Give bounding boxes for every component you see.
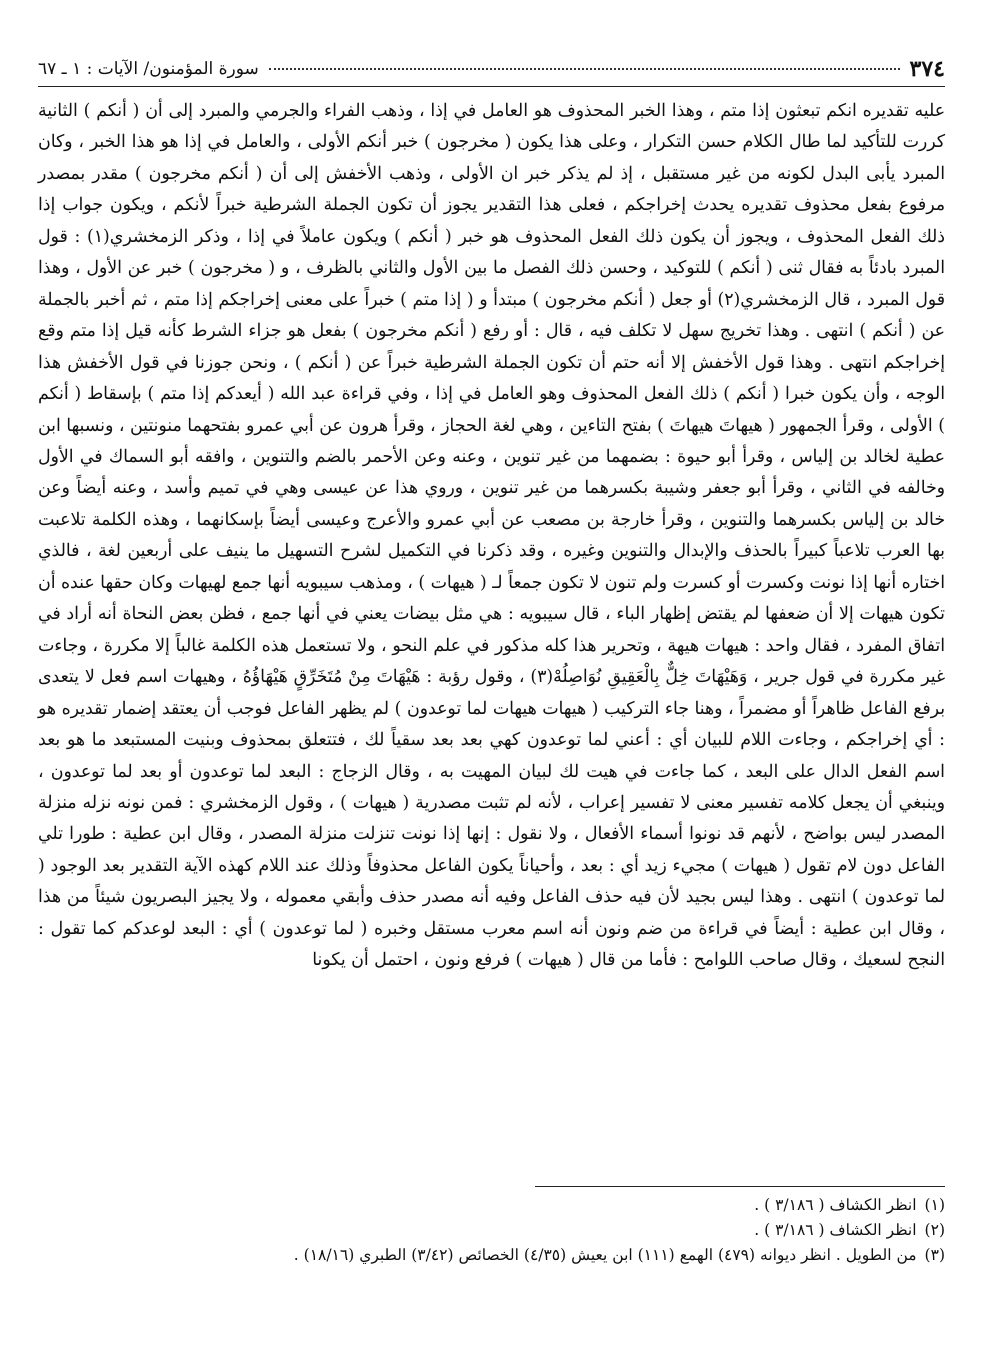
footnote-marker: (٣) bbox=[924, 1246, 945, 1264]
footnote-text: من الطويل . انظر ديوانه (٤٧٩) الهمع (١١١) ابن يعيش (٤/٣٥) الخصائص (٣/٤٢) الطبري (١٨/١٦) . bbox=[293, 1246, 917, 1264]
page-number: ٣٧٤ bbox=[909, 56, 945, 82]
running-header bbox=[38, 52, 945, 87]
footnote-2 bbox=[38, 1218, 945, 1243]
footnote-text: انظر الكشاف ( ٣/١٨٦ ) . bbox=[754, 1221, 917, 1239]
footnote-text: انظر الكشاف ( ٣/١٨٦ ) . bbox=[754, 1196, 917, 1214]
footnote-1 bbox=[38, 1193, 945, 1218]
footnote-separator bbox=[535, 1186, 945, 1187]
footnote-marker: (١) bbox=[924, 1196, 945, 1214]
body-paragraph: عليه تقديره انكم تبعثون إذا متم ، وهذا الخبر المحذوف هو العامل في إذا ، وذهب الفراء والجرمي والمبرد إلى أن ( أنكم ) الثانية كررت للتأكيد لما طال الكلام حسن التكرار ، وعلى هذا يكون ( مخرجون ) خبر أنكم الأولى ، والعامل في إذا هو هذا الخبر ، وكان المبرد يأبى البدل لكونه من غير مستقبل ، إذ لم يذكر خبر ان الأولى ، وذهب الأخفش إلى أن ( أنكم مخرجون ) مقدر بمصدر مرفوع بفعل محذوف تقديره يحدث إخراجكم ، فعلى هذا التقدير يجوز أن تكون الجملة الشرطية خبراً لأنكم ، ويكون جواب إذا ذلك الفعل المحذوف ، ويجوز أن يكون ذلك الفعل المحذوف هو خبر ( أنكم ) ويكون عاملاً في إذا ، وذكر الزمخشري(١) : قول المبرد بادئاً به فقال ثنى ( أنكم ) للتوكيد ، وحسن ذلك الفصل ما بين الأول والثاني بالظرف ، و ( مخرجون ) خبر عن الأول ، وهذا قول المبرد ، قال الزمخشري(٢) أو جعل ( أنكم مخرجون ) مبتدأ و ( إذا متم ) خبراً على معنى إخراجكم إذا متم ، ثم أخبر بالجملة عن ( أنكم ) انتهى . وهذا تخريج سهل لا تكلف فيه ، قال : أو رفع ( أنكم مخرجون ) بفعل هو جزاء الشرط كأنه قيل إذا متم وقع إخراجكم انتهى . وهذا قول الأخفش إلا أنه حتم أن تكون الجملة الشرطية خبراً عن ( أنكم ) ، ونحن جوزنا في قول الأخفش هذا الوجه ، وأن يكون خبرا ( أنكم ) ذلك الفعل المحذوف وهو العامل في إذا ، وفي قراءة عبد الله ( أيعدكم إذا متم ) بإسقاط ( أنكم ) الأولى ، وقرأ الجمهور ( هيهاتَ هيهاتَ ) بفتح التاءين ، وهي لغة الحجاز ، وقرأ هرون عن أبي عمرو بفتحهما منونتين ، ونسبها ابن عطية لخالد بن إلياس ، وقرأ أبو حيوة : بضمهما من غير تنوين ، وعنه وعن الأحمر بالضم والتنوين ، وافقه أبو السماك في الأول وخالفه في الثاني ، وقرأ أبو جعفر وشيبة بكسرهما من غير تنوين ، وروي هذا عن عيسى وهي في تميم وأسد ، وعنه أيضاً وعن خالد بن إلياس بكسرهما والتنوين ، وقرأ خارجة بن مصعب عن أبي عمرو والأعرج وعيسى أيضاً بإسكانهما ، وهذه الكلمة تلاعبت بها العرب تلاعباً كبيراً بالحذف والإبدال والتنوين وغيره ، وقد ذكرنا في التكميل لشرح التسهيل ما ينيف على أربعين لغة ، فالذي اختاره أنها إذا نونت وكسرت أو كسرت ولم تنون لا تكون جمعاً لـ ( هيهات ) ، ومذهب سيبويه أنها جمع لهيهات وكان حقها عنده أن تكون هيهات إلا أن ضعفها لم يقتض إظهار الباء ، قال سيبويه : هي مثل بيضات يعني في أنها جمع ، فظن بعض النحاة أنه أراد في اتفاق المفرد ، فقال واحد : هيهات هيهة ، وتحرير هذا كله مذكور في علم النحو ، ولا تستعمل هذه الكلمة غالباً إلا مكررة ، وجاءت غير مكررة في قول جرير ، وَهَيْهَاتَ خِلٌّ بِالْعَقِيقِ نُوَاصِلُهْ(٣) ، وقول رؤبة : هَيْهَاتَ مِنْ مُتَخَرِّقٍ هَيْهَاؤُهُ ، وهيهات اسم فعل لا يتعدى برفع الفاعل ظاهراً أو مضمراً ، وهنا جاء التركيب ( هيهات هيهات لما توعدون ) لم يظهر الفاعل فوجب أن يعتقد إضمار تقديره هو : أي إخراجكم ، وجاءت اللام للبيان أي : أعني لما توعدون كهي بعد بعد سقياً لك ، فتتعلق بمحذوف وبنيت المستبعد ما هو بعد اسم الفعل الدال على البعد ، كما جاءت في هيت لك لبيان المهيت به ، وقال الزجاج : البعد لما توعدون أو بعد لما توعدون ، وينبغي أن يجعل كلامه تفسير معنى لا تفسير إعراب ، لأنه لم تثبت مصدرية ( هيهات ) ، وقول الزمخشري : فمن نونه نزله منزلة المصدر ليس بواضح ، لأنهم قد نونوا أسماء الأفعال ، ولا نقول : إنها إذا نونت تنزلت منزلة المصدر ، وقال ابن عطية : طورا تلي الفاعل دون لام تقول ( هيهات ) مجيء زيد أي : بعد ، وأحياناً يكون الفاعل محذوفاً وذلك عند اللام كهذه الآية التقدير بعد الوجود ( لما توعدون ) انتهى . وهذا ليس بجيد لأن فيه حذف الفاعل وفيه أنه مصدر حذف وأبقي معموله ، ولا يجيز البصريون شيئاً من هذا ، وقال ابن عطية : أيضاً في قراءة من ضم ونون أنه اسم معرب مستقل وخبره ( لما توعدون ) أي : البعد لوعدكم كما تقول : النجح لسعيك ، وقال صاحب اللوامح : فأما من قال ( هيهات ) فرفع ونون ، احتمل أن يكونا bbox=[38, 101, 945, 971]
footnote-marker: (٢) bbox=[924, 1221, 945, 1239]
footnote-3 bbox=[38, 1243, 945, 1268]
running-title: سورة المؤمنون/ الآيات : ١ ـ ٦٧ bbox=[38, 59, 259, 79]
footnotes bbox=[38, 1193, 945, 1268]
main-text bbox=[38, 96, 945, 977]
header-dotted-leader bbox=[269, 68, 900, 70]
